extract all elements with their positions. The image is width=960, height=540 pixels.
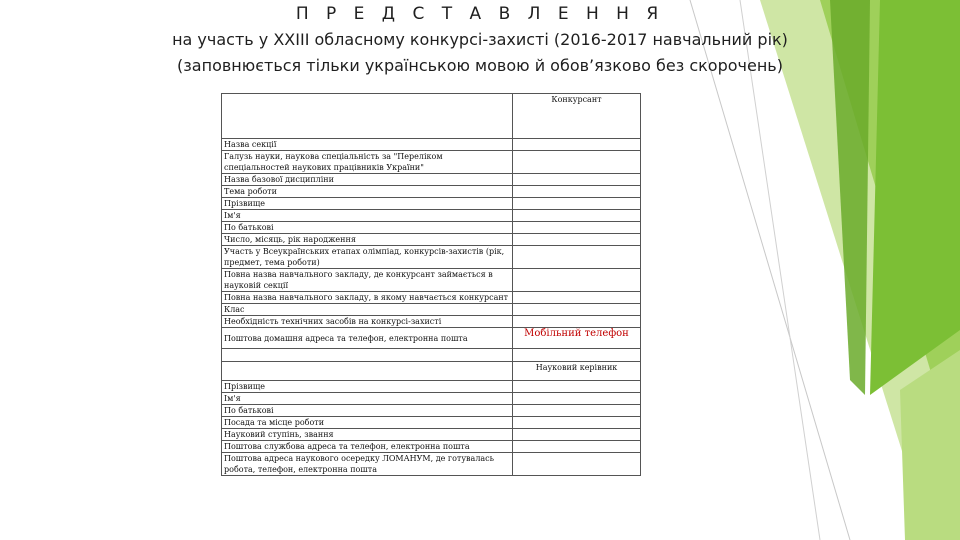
row-label: Науковий ступінь, звання	[222, 429, 513, 441]
row-label: Галузь науки, наукова спеціальність за "Переліком спеціальностей наукових працівників України"	[222, 151, 513, 174]
input-cell[interactable]	[513, 222, 641, 234]
input-cell[interactable]	[513, 304, 641, 316]
input-cell[interactable]	[513, 151, 641, 174]
table-row	[222, 234, 641, 246]
row-label: Поштова службова адреса та телефон, електронна пошта	[222, 441, 513, 453]
row-label: Необхідність технічних засобів на конкурсі-захисті	[222, 316, 513, 328]
supervisor-header: Науковий керівник	[513, 362, 641, 381]
input-cell[interactable]	[513, 316, 641, 328]
table-row	[222, 381, 641, 393]
input-cell[interactable]	[513, 381, 641, 393]
row-label: Посада та місце роботи	[222, 417, 513, 429]
row-label: Прізвище	[222, 198, 513, 210]
row-label: По батькові	[222, 222, 513, 234]
table-row	[222, 269, 641, 292]
subtitle-contest: на участь у XXIII обласному конкурсі-захисті (2016-2017 навчальний рік)	[172, 30, 788, 49]
row-label: Поштова домашня адреса та телефон, електронна пошта	[222, 328, 513, 349]
table-row	[222, 441, 641, 453]
mobile-phone-label: Мобільний телефон	[524, 328, 629, 339]
input-cell[interactable]	[513, 292, 641, 304]
table-row	[222, 316, 641, 328]
input-cell[interactable]	[513, 234, 641, 246]
application-form-table	[221, 93, 641, 476]
table-row	[222, 139, 641, 151]
table-row	[222, 222, 641, 234]
row-label: Назва секції	[222, 139, 513, 151]
input-cell[interactable]	[513, 453, 641, 476]
table-row	[222, 186, 641, 198]
subtitle-instructions: (заповнюється тільки українською мовою й обов’язково без скорочень)	[177, 56, 783, 75]
input-cell[interactable]	[513, 269, 641, 292]
row-label: Ім'я	[222, 210, 513, 222]
input-cell[interactable]	[513, 429, 641, 441]
input-cell[interactable]	[513, 246, 641, 269]
row-label: Назва базової дисципліни	[222, 174, 513, 186]
input-cell[interactable]	[513, 174, 641, 186]
table-row	[222, 405, 641, 417]
table-row	[222, 429, 641, 441]
table-row	[222, 246, 641, 269]
row-label: Ім'я	[222, 393, 513, 405]
table-row	[222, 417, 641, 429]
page-title: П Р Е Д С Т А В Л Е Н Н Я	[295, 4, 665, 24]
input-cell[interactable]	[513, 417, 641, 429]
table-row	[222, 174, 641, 186]
table-row	[222, 393, 641, 405]
input-cell[interactable]	[513, 405, 641, 417]
row-label: Повна назва навчального закладу, в якому навчається конкурсант	[222, 292, 513, 304]
input-cell[interactable]	[513, 186, 641, 198]
table-row	[222, 94, 641, 139]
row-label: Прізвище	[222, 381, 513, 393]
contestant-header: Конкурсант	[513, 94, 641, 139]
table-row	[222, 210, 641, 222]
table-row	[222, 349, 641, 362]
table-row	[222, 328, 641, 349]
table-row	[222, 292, 641, 304]
input-cell[interactable]	[513, 210, 641, 222]
row-label: Повна назва навчального закладу, де конкурсант займається в науковій секції	[222, 269, 513, 292]
row-label: По батькові	[222, 405, 513, 417]
row-label: Поштова адреса наукового осередку ЛОМАНУМ, де готувалась робота, телефон, електронна пошта	[222, 453, 513, 476]
row-label: Число, місяць, рік народження	[222, 234, 513, 246]
table-row	[222, 198, 641, 210]
table-row	[222, 453, 641, 476]
row-label: Участь у Всеукраїнських етапах олімпіад, конкурсів-захистів (рік, предмет, тема роботи)	[222, 246, 513, 269]
input-cell[interactable]	[513, 393, 641, 405]
input-cell[interactable]	[513, 139, 641, 151]
input-cell[interactable]	[513, 198, 641, 210]
table-row	[222, 151, 641, 174]
table-row	[222, 304, 641, 316]
row-label: Клас	[222, 304, 513, 316]
row-label: Тема роботи	[222, 186, 513, 198]
input-cell[interactable]	[513, 441, 641, 453]
table-row	[222, 362, 641, 381]
